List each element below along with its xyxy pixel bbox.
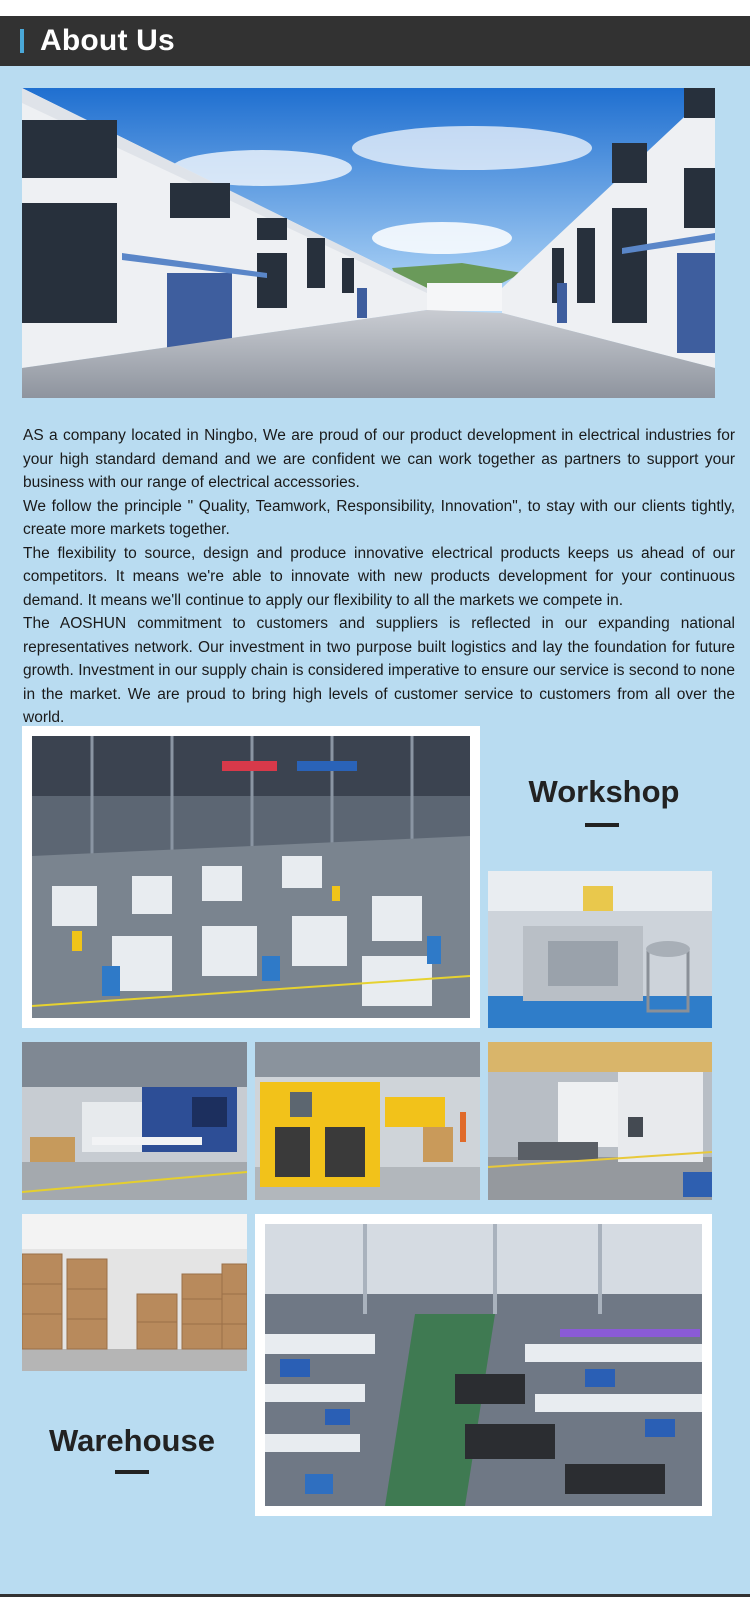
header-accent-bar <box>20 29 24 53</box>
description-paragraph: The AOSHUN commitment to customers and suppliers is reflected in our expanding national representatives network. Our investment in two purpose built logistics and lay the foundation for future growth. Investment in our supply chain is considered imperative to ensure our service is second to none in the market. We are proud to bring high levels of customer service to customers from all over the world. <box>23 615 735 726</box>
page-title: About Us <box>40 24 175 57</box>
description-paragraph: We follow the principle " Quality, Teamwork, Responsibility, Innovation", to stay with our clients tightly, create more markets together. <box>23 497 735 538</box>
about-content <box>0 66 750 1597</box>
section-header <box>0 16 750 66</box>
injection-molding-photo <box>22 1042 247 1200</box>
factory-building-photo <box>22 88 715 398</box>
cnc-machine-photo <box>488 1042 712 1200</box>
workshop-floor-photo <box>32 736 470 1018</box>
warehouse-label: Warehouse <box>49 1423 215 1458</box>
assembly-machine-photo <box>488 871 712 1028</box>
workshop-label: Workshop <box>528 774 680 809</box>
description-paragraph: The flexibility to source, design and produce innovative electrical products keeps us ahead of our competitors. It means we're able to innovate with new products development for your continuous demand. It means we'll continue to apply our flexibility to all the markets we compete in. <box>23 544 735 609</box>
production-line-photo <box>265 1224 702 1506</box>
workshop-underline <box>585 823 619 827</box>
company-description <box>23 424 735 730</box>
warehouse-underline <box>115 1470 149 1474</box>
warehouse-boxes-photo <box>22 1214 247 1371</box>
description-paragraph: AS a company located in Ningbo, We are proud of our product development in electrical industries for your high standard demand and we are confident we can work together as partners to support your business with our range of electrical accessories. <box>23 427 735 491</box>
yellow-machine-photo <box>255 1042 480 1200</box>
